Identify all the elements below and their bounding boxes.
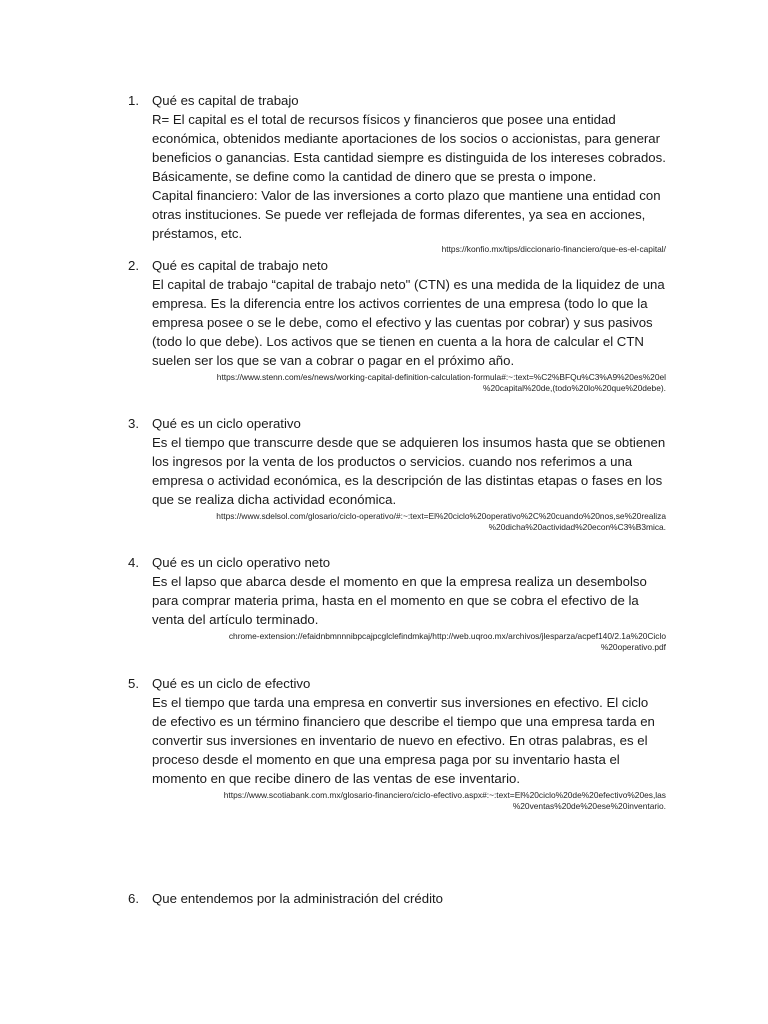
- source-url-line[interactable]: chrome-extension://efaidnbmnnnibpcajpcglclefindmkaj/http://web.uqroo.mx/archivos/jlesparza/acpef140/2.1a%20Ciclo: [228, 631, 666, 641]
- answer-paragraph: Es el tiempo que tarda una empresa en convertir sus inversiones en efectivo. El ciclo de efectivo es un término financiero que describe el tiempo que una empresa tarda en convertir sus inversiones en inventario de nuevo en efectivo. En otras palabras, es el proceso desde el momento en que una empresa paga por su inventario hasta el momento en que recibe dinero de las ventas de ese inventario.: [152, 695, 655, 786]
- question-title: Qué es un ciclo de efectivo: [152, 676, 311, 691]
- source-url-line[interactable]: %20capital%20de,(todo%20lo%20que%20debe).: [483, 383, 666, 393]
- source-url-line[interactable]: https://www.sdelsol.com/glosario/ciclo-operativo/#:~:text=El%20ciclo%20operativo%2C%20cuando%20nos,se%20realiza: [216, 511, 666, 521]
- source-url-line[interactable]: %20ventas%20de%20ese%20inventario.: [512, 801, 666, 811]
- answer-paragraph: R= El capital es el total de recursos físicos y financieros que posee una entidad económica, obtenidos mediante aportaciones de los socios o accionistas, para generar beneficios o ganancias. Esta cantidad siempre es distinguida de los intereses cobrados. Básicamente, se define como la cantidad de dinero que se presta o impone.: [152, 112, 666, 184]
- source-url[interactable]: [152, 631, 666, 653]
- answer-paragraph: Es el tiempo que transcurre desde que se adquieren los insumos hasta que se obtienen los ingresos por la venta de los productos o servicios. cuando nos referimos a una empresa o actividad económica, es la descripción de las distintas etapas o fases en los que se realiza dicha actividad económica.: [152, 435, 666, 507]
- source-url-line[interactable]: https://www.scotiabank.com.mx/glosario-financiero/ciclo-efectivo.aspx#:~:text=El%20ciclo%20de%20efectivo%20es,las: [223, 790, 666, 800]
- question-body: [152, 889, 666, 908]
- answer-paragraph: Es el lapso que abarca desde el momento en que la empresa realiza un desembolso para comprar materia prima, hasta en el momento en que se cobra el efectivo de la venta del artículo terminado.: [152, 574, 647, 627]
- source-url[interactable]: https://konfio.mx/tips/diccionario-financiero/que-es-el-capital/: [441, 244, 666, 254]
- source-url-line[interactable]: https://www.stenn.com/es/news/working-capital-definition-calculation-formula#:~:text=%C2%BFQu%C3%A9%20es%20el: [216, 372, 666, 382]
- question-number: 5.: [128, 676, 139, 691]
- question-number: 3.: [128, 416, 139, 431]
- question-body: [152, 256, 666, 394]
- source-url[interactable]: [152, 790, 666, 812]
- question-title: Qué es un ciclo operativo neto: [152, 555, 331, 570]
- question-number: 6.: [128, 891, 139, 906]
- question-title: Qué es un ciclo operativo: [152, 416, 301, 431]
- source-url[interactable]: [152, 372, 666, 394]
- answer-paragraph: El capital de trabajo “capital de trabajo neto" (CTN) es una medida de la liquidez de una empresa. Es la diferencia entre los activos corrientes de una empresa (todo lo que la empresa posee o se le debe, como el efectivo y las cuentas por cobrar) y sus pasivos (todo lo que debe). Los activos que se tienen en cuenta a la hora de calcular el CTN suelen ser los que se van a cobrar o pagar en el próximo año.: [152, 277, 665, 368]
- question-body: [152, 414, 666, 533]
- question-title: Qué es capital de trabajo neto: [152, 258, 328, 273]
- question-body: [152, 91, 666, 255]
- question-title: Que entendemos por la administración del crédito: [152, 891, 444, 906]
- question-number: 1.: [128, 93, 139, 108]
- source-url[interactable]: [152, 511, 666, 533]
- question-number: 2.: [128, 258, 139, 273]
- answer-paragraph: Capital financiero: Valor de las inversiones a corto plazo que mantiene una entidad con otras instituciones. Se puede ver reflejada de formas diferentes, ya sea en acciones, préstamos, etc.: [152, 188, 661, 241]
- question-body: [152, 553, 666, 653]
- question-title: Qué es capital de trabajo: [152, 93, 299, 108]
- question-body: [152, 674, 666, 812]
- source-url-line[interactable]: %20operativo.pdf: [600, 642, 666, 652]
- question-number: 4.: [128, 555, 139, 570]
- source-url-line[interactable]: %20dicha%20actividad%20econ%C3%B3mica.: [488, 522, 666, 532]
